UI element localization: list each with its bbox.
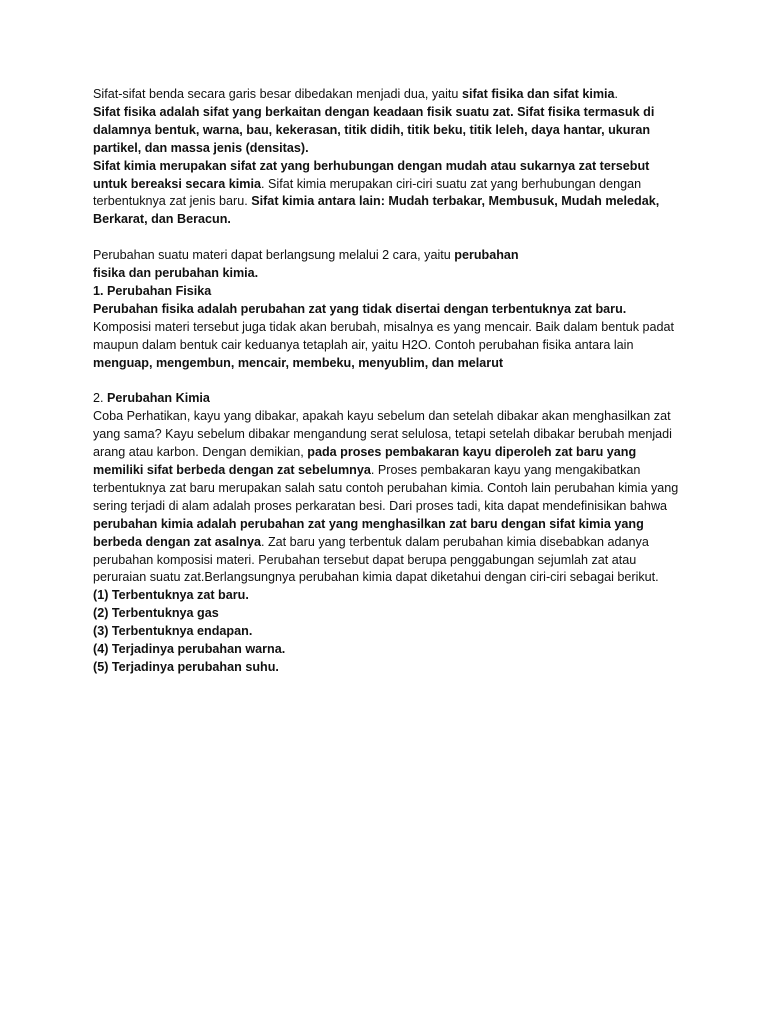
bold-text-run: Sifat kimia merupakan sifat zat yang berhubungan dengan mudah atau sukarnya zat tersebut untuk bereaksi secara kimia bbox=[93, 158, 650, 191]
text-run: 2. bbox=[93, 391, 108, 406]
perubahan-kimia-paragraph bbox=[93, 408, 683, 587]
bold-text-run: Sifat fisika adalah sifat yang berkaitan dengan keadaan fisik suatu zat. Sifat fisika termasuk di dalamnya bentuk, warna, bau, kekerasan, titik didih, titik beku, titik leleh, daya hantar, ukuran partikel, dan massa jenis (densitas). bbox=[93, 104, 655, 155]
bold-text-run: Perubahan Kimia bbox=[107, 391, 210, 406]
text-run: . bbox=[614, 87, 619, 101]
perubahan-intro-paragraph bbox=[93, 247, 683, 283]
heading-perubahan-fisika bbox=[93, 283, 683, 301]
heading-perubahan-kimia bbox=[93, 390, 683, 408]
text-run: Perubahan suatu materi dapat berlangsung melalui 2 cara, yaitu bbox=[93, 248, 455, 263]
perubahan-fisika-paragraph bbox=[93, 301, 683, 373]
text-run: Sifat-sifat benda secara garis besar dibedakan menjadi dua, yaitu bbox=[93, 87, 462, 101]
document-page bbox=[93, 86, 683, 677]
bold-text-run: perubahan bbox=[454, 248, 519, 263]
bold-text-run: sifat fisika dan sifat kimia bbox=[461, 87, 615, 101]
bold-text-run: pada proses pembakaran kayu diperoleh zat baru yang memiliki sifat berbeda dengan zat sebelumnya bbox=[93, 445, 637, 477]
intro-paragraph bbox=[93, 86, 683, 104]
text-run: . Proses pembakaran kayu yang mengakibatkan terbentuknya zat baru merupakan salah satu contoh perubahan kimia. Contoh lain perubahan kimia yang sering terjadi di alam adalah proses perkaratan besi. Dari proses tadi, kita dapat mendefinisikan bahwa bbox=[93, 463, 679, 513]
text-run: . Zat baru yang terbentuk dalam perubahan kimia disebabkan adanya perubahan komposisi materi. Perubahan tersebut dapat berupa penggabungan sejumlah zat atau peruraian suatu zat.Berlangsungnya perubahan kimia dapat diketahui dengan ciri-ciri sebagai berikut. bbox=[93, 534, 659, 585]
bold-text-run: Perubahan fisika adalah perubahan zat yang tidak disertai dengan terbentuknya zat baru. bbox=[93, 301, 627, 316]
text-run: . Sifat kimia merupakan ciri-ciri suatu zat yang berhubungan dengan terbentuknya zat jenis baru. bbox=[93, 176, 642, 209]
ciri-list-item: (2) Terbentuknya gas bbox=[93, 606, 219, 621]
ciri-list-item: (4) Terjadinya perubahan warna. bbox=[93, 642, 286, 657]
ciri-list-item: (1) Terbentuknya zat baru. bbox=[93, 588, 249, 603]
paragraph-gap bbox=[93, 372, 683, 390]
bold-text-run: perubahan kimia adalah perubahan zat yang menghasilkan zat baru dengan sifat kimia yang berbeda dengan zat asalnya bbox=[93, 516, 644, 549]
text-run: Komposisi materi tersebut juga tidak akan berubah, misalnya es yang mencair. Baik dalam bentuk padat maupun dalam bentuk cair keduanya tetaplah air, yaitu H2O. Contoh perubahan fisika antara lain bbox=[93, 319, 675, 352]
text-run: Coba Perhatikan, kayu yang dibakar, apakah kayu sebelum dan setelah dibakar akan menghasilkan zat yang sama? Kayu sebelum dibakar mengandung serat selulosa, tetapi setelah dibakar berubah menjadi arang atau karbon. Dengan demikian, bbox=[93, 409, 672, 460]
bold-text-run: menguap, mengembun, mencair, membeku, menyublim, dan melarut bbox=[93, 355, 504, 370]
sifat-fisika-paragraph bbox=[93, 104, 683, 158]
bold-text-run: Sifat kimia antara lain: Mudah terbakar, Membusuk, Mudah meledak, Berkarat, dan Beracun. bbox=[93, 194, 660, 227]
ciri-list-item: (5) Terjadinya perubahan suhu. bbox=[93, 659, 279, 674]
paragraph-gap bbox=[93, 229, 683, 247]
ciri-list-item: (3) Terbentuknya endapan. bbox=[93, 624, 253, 639]
sifat-kimia-paragraph bbox=[93, 158, 683, 230]
bold-text-run: fisika dan perubahan kimia. bbox=[93, 266, 259, 281]
bold-text-run: 1. Perubahan Fisika bbox=[93, 283, 212, 298]
ciri-list bbox=[93, 587, 683, 677]
